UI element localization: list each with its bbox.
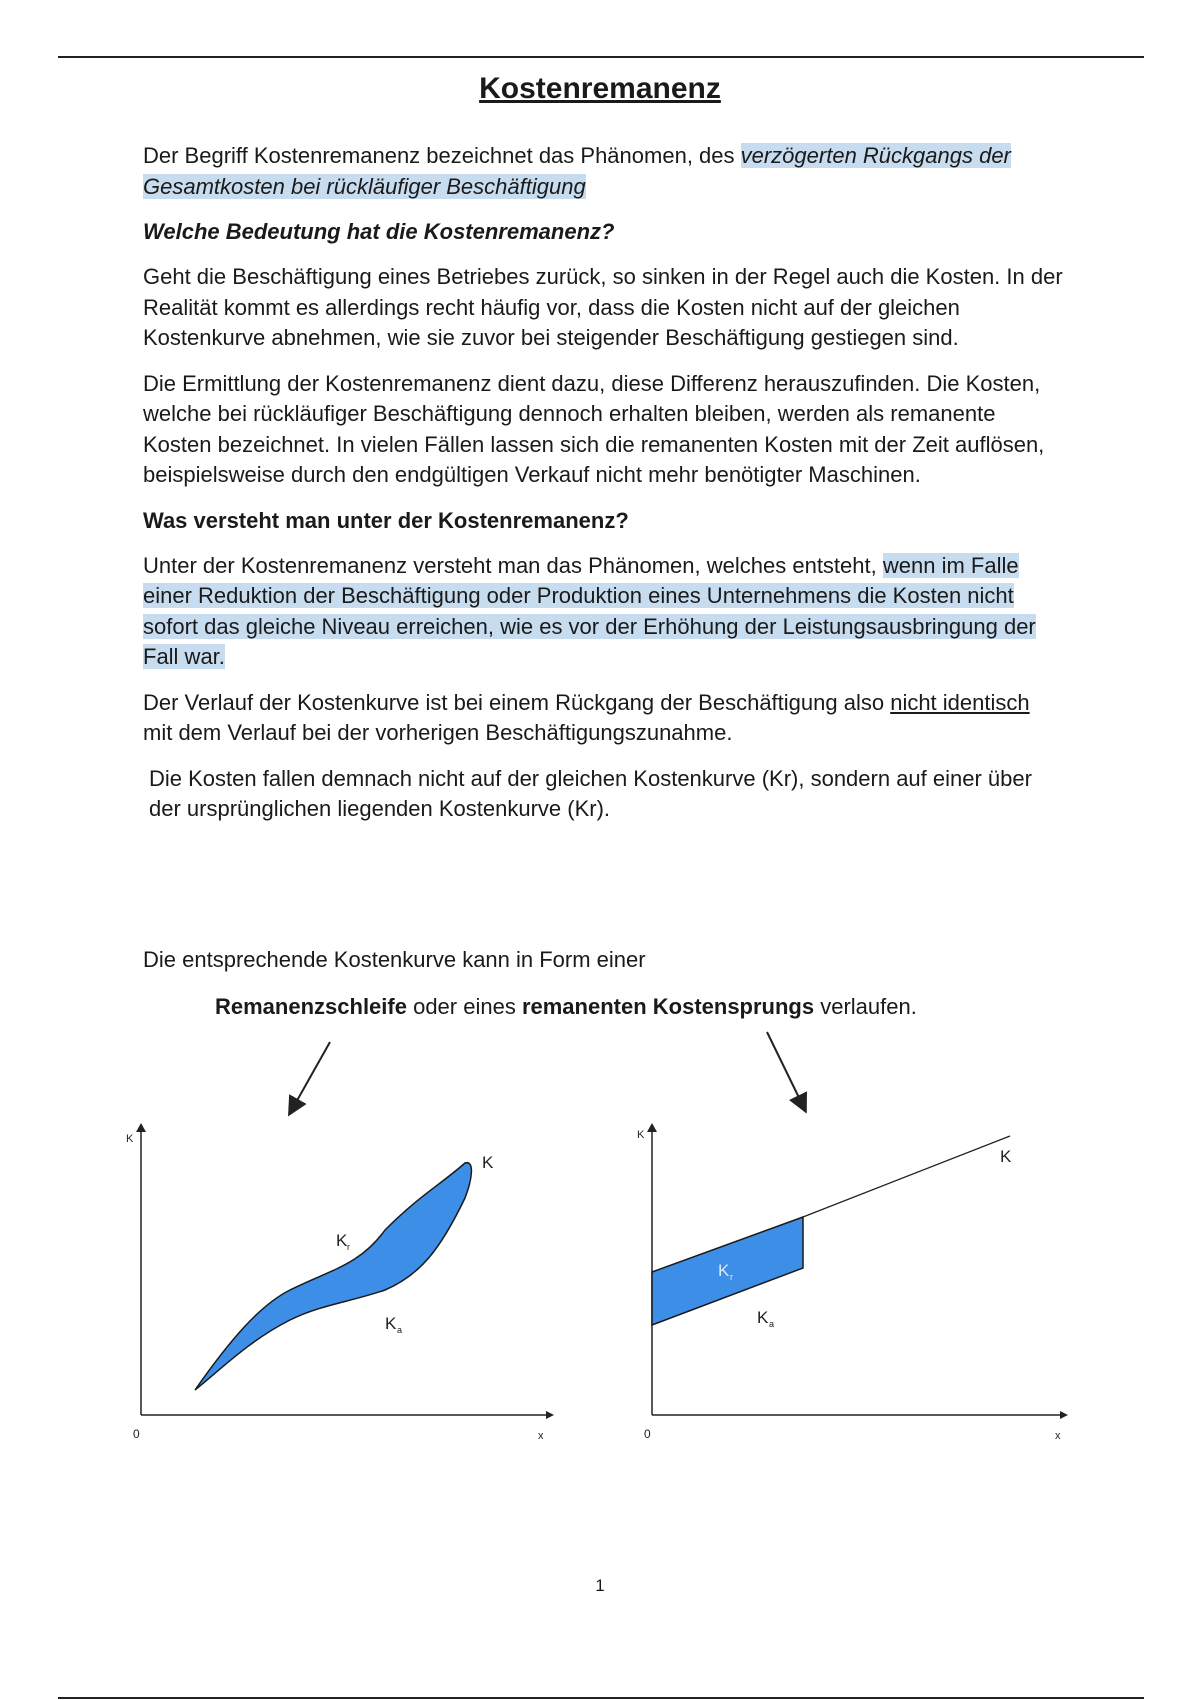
- arrow-to-jump: [767, 1032, 805, 1110]
- bottom-rule: [58, 1697, 1144, 1699]
- paragraph-4: [143, 688, 1063, 749]
- jump-curve-a-sub: a: [769, 1319, 775, 1329]
- remanence-figures: [0, 1020, 1200, 1460]
- loop-x-arrow: [546, 1411, 554, 1419]
- para4-after: mit dem Verlauf bei der vorherigen Beschäftigungszunahme.: [143, 720, 733, 745]
- jump-curve-r-label: K: [718, 1261, 730, 1280]
- curve-types-end: verlaufen.: [814, 994, 917, 1019]
- jump-y-arrow: [647, 1123, 657, 1132]
- intro-text: Der Begriff Kostenremanenz bezeichnet das Phänomen, des: [143, 143, 741, 168]
- curve-types-mid: oder eines: [406, 994, 522, 1019]
- paragraph-5: Die Kosten fallen demnach nicht auf der gleichen Kostenkurve (Kr), sondern auf einer über der ursprünglichen liegenden Kostenkurve (Kr).: [149, 765, 1032, 821]
- loop-origin-label: 0: [133, 1427, 140, 1441]
- remanenzschleife-term: Remanenzschleife: [215, 994, 407, 1019]
- loop-chart: [126, 1123, 554, 1442]
- para3-text: Unter der Kostenremanenz versteht man das Phänomen, welches entsteht,: [143, 552, 883, 578]
- jump-curve-a-label: K: [757, 1308, 769, 1327]
- paragraph-2: Die Ermittlung der Kostenremanenz dient dazu, diese Differenz herauszufinden. Die Kosten, welche bei rückläufiger Beschäftigung dennoch erhalten bleiben, werden als remanente Kosten bezeichnet. In vielen Fällen lassen sich die remanenten Kosten mit der Zeit auflösen, beispielsweise durch den endgültigen Verkauf nicht mehr benötigter Maschinen.: [143, 370, 1045, 487]
- kostensprung-term: remanenten Kostensprungs: [521, 994, 815, 1019]
- curve-intro-line: Die entsprechende Kostenkurve kann in Form einer: [143, 947, 646, 972]
- jump-chart: [637, 1123, 1068, 1442]
- page-number: 1: [595, 1576, 605, 1595]
- para4-before: Der Verlauf der Kostenkurve ist bei einem Rückgang der Beschäftigung also: [143, 689, 891, 715]
- loop-curve-r-label: K: [336, 1231, 348, 1250]
- heading-bedeutung: Welche Bedeutung hat die Kostenremanenz?: [143, 219, 615, 244]
- paragraph-1: Geht die Beschäftigung eines Betriebes zurück, so sinken in der Regel auch die Kosten. In der Realität kommt es allerdings recht häufig vor, dass die Kosten nicht auf der gleichen Kostenkurve abnehmen, wie sie zuvor bei steigender Beschäftigung gestiegen sind.: [143, 264, 1063, 350]
- arrow-to-loop: [290, 1042, 330, 1113]
- loop-curve-r-sub: r: [347, 1242, 350, 1252]
- para3-highlight: wenn im Falle einer Reduktion der Beschäftigung oder Produktion eines Unternehmens die Kosten nicht sofort das gleiche Niveau erreichen, wie es vor der Erhöhung der Leistungsausbringung der Fall war.: [143, 552, 1036, 669]
- intro-highlight: verzögerten Rückgangs der Gesamtkosten bei rückläufiger Beschäftigung: [143, 143, 1011, 199]
- loop-area: [195, 1163, 471, 1390]
- document-title: Kostenremanenz: [479, 72, 721, 105]
- jump-cost-line: [803, 1136, 1010, 1217]
- jump-x-arrow: [1060, 1411, 1068, 1419]
- paragraph-3: [143, 551, 1063, 673]
- jump-x-label: x: [1055, 1430, 1061, 1442]
- curve-types-line: [215, 994, 917, 1020]
- loop-curve-top-label: K: [482, 1153, 494, 1172]
- loop-curve-a-label: K: [385, 1314, 397, 1333]
- loop-y-label: K: [126, 1133, 134, 1145]
- jump-origin-label: 0: [644, 1427, 651, 1441]
- loop-x-label: x: [538, 1430, 544, 1442]
- heading-verstehen: Was versteht man unter der Kostenremanenz?: [143, 507, 629, 533]
- top-rule: [58, 56, 1144, 58]
- loop-curve-a-sub: a: [397, 1325, 403, 1335]
- para4-underlined: nicht identisch: [890, 689, 1030, 715]
- jump-curve-r-sub: r: [730, 1272, 733, 1282]
- document-body: [143, 141, 1063, 840]
- jump-curve-top-label: K: [1000, 1147, 1012, 1166]
- jump-y-label: K: [637, 1129, 645, 1141]
- loop-y-arrow: [136, 1123, 146, 1132]
- intro-paragraph: [143, 141, 1063, 202]
